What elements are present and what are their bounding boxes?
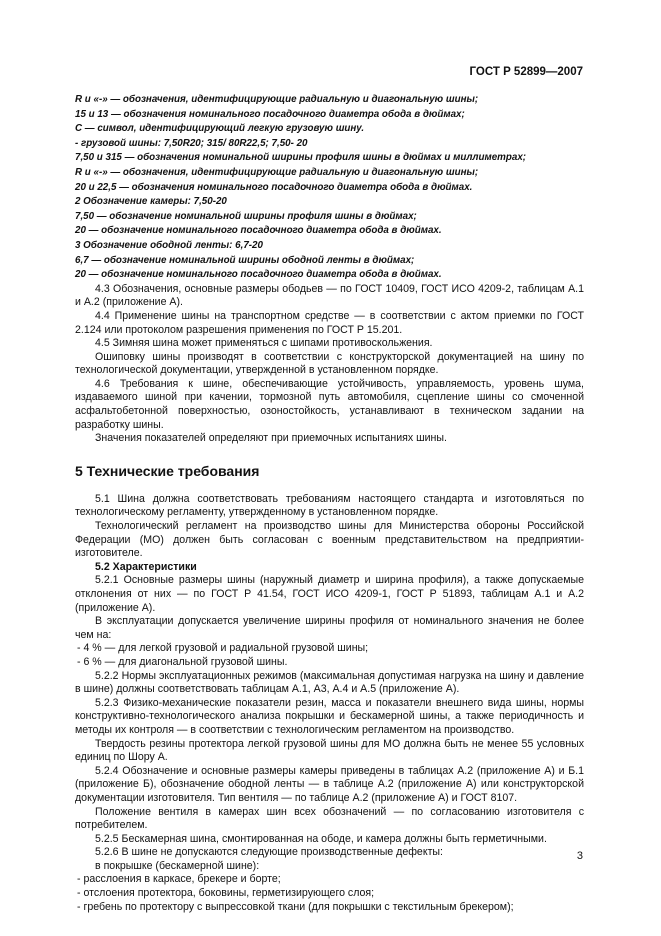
paragraph: 5.2.5 Бескамерная шина, смонтированная на ободе, и камера должны быть герметичными. [95, 832, 547, 845]
note-line: 20 и 22,5 — обозначения номинального посадочного диаметра обода в дюймах. [75, 181, 473, 193]
note-line: 6,7 — обозначение номинальной ширины ободной ленты в дюймах; [75, 254, 415, 266]
paragraph: Положение вентиля в камерах шин всех обозначений — по согласованию изготовителя с потребителем. [75, 805, 584, 832]
note-line: 3 Обозначение ободной ленты: 6,7-20 [75, 239, 263, 251]
subsection-title: 5.2 Характеристики [95, 560, 197, 573]
note-line: 20 — обозначение номинального посадочного диаметра обода в дюймах. [75, 225, 442, 237]
paragraph: Значения показателей определяют при приемочных испытаниях шины. [95, 432, 447, 445]
note-line: R и «-» — обозначения, идентифицирующие радиальную и диагональную шины; [75, 166, 479, 178]
paragraph: Твердость резины протектора легкой грузовой шины для МО должна быть не менее 55 условных единиц по Шору А. [75, 737, 584, 764]
list-item: - расслоения в каркасе, брекере и борте; [77, 873, 281, 886]
page-number: 3 [576, 850, 583, 862]
paragraph: 5.2.1 Основные размеры шины (наружный диаметр и ширина профиля), а также допускаемые отклонения от них — по ГОСТ Р 41.54, ГОСТ ИСО 4209-1, ГОСТ Р 51893, таблицам А.1 и А.2 (приложение А). [75, 574, 584, 614]
paragraph: 5.2.6 В шине не допускаются следующие производственные дефекты: [95, 846, 443, 859]
document-header: ГОСТ Р 52899—2007 [469, 66, 583, 78]
note-line: 2 Обозначение камеры: 7,50-20 [75, 196, 227, 208]
paragraph: 5.1 Шина должна соответствовать требованиям настоящего стандарта и изготовляться по технологическому регламенту, утвержденному в установленном порядке. [75, 492, 584, 519]
paragraph: В эксплуатации допускается увеличение ширины профиля от номинального значения не более чем на: [75, 615, 584, 641]
paragraph: 5.2.4 Обозначение и основные размеры камеры приведены в таблицах А.2 (приложение А) и Б.1 (приложение Б), обозначение ободной ленты — в таблице А.2 (приложение А) или конструкторской документации изготовителя. Тип вентиля — по таблице А.2 (приложение А) и ГОСТ 8107. [75, 764, 584, 804]
note-line: R и «-» — обозначения, идентифицирующие радиальную и диагональную шины; [75, 94, 479, 105]
note-line: 15 и 13 — обозначения номинального посадочного диаметра обода в дюймах; [75, 108, 465, 120]
list-item: - гребень по протектору с выпрессовкой ткани (для покрышки с текстильным брекером); [77, 900, 514, 913]
list-item: - 6 % — для диагональной грузовой шины. [77, 655, 288, 668]
designation-notes [75, 93, 584, 283]
note-line: 7,50 и 315 — обозначения номинальной ширины профиля шины в дюймах и миллиметрах; [75, 152, 527, 164]
section-title: 5 Технические требования [75, 462, 260, 479]
note-line: 20 — обозначение номинального посадочного диаметра обода в дюймах. [75, 269, 442, 281]
paragraph: в покрышке (бескамерной шине): [95, 859, 260, 872]
list-item: - отслоения протектора, боковины, герметизирующего слоя; [77, 887, 375, 900]
paragraph: 4.3 Обозначения, основные размеры ободьев — по ГОСТ 10409, ГОСТ ИСО 4209-2, таблицам А.1 и А.2 (приложение А). [75, 282, 584, 309]
list-item: - 4 % — для легкой грузовой и радиальной грузовой шины; [77, 642, 369, 655]
paragraph: 4.6 Требования к шине, обеспечивающие устойчивость, управляемость, уровень шума, издаваемого шиной при качении, тормозной путь автомобиля, сцепление шины со смоченной асфальтобетонной поверхностью, озоностойкость, устанавливают в техническом задании на разработку шины. [75, 377, 584, 431]
paragraph: Технологический регламент на производство шины для Министерства обороны Российской Федерации (МО) должен быть согласован с военным представительством на предприятии-изготовителе. [75, 520, 584, 560]
paragraph: 4.5 Зимняя шина может применяться с шипами противоскольжения. [95, 337, 433, 350]
paragraph: 5.2.2 Нормы эксплуатационных режимов (максимальная допустимая нагрузка на шину и давление в шине) должны соответствовать таблицам А.1, А3, А.4 и А.5 (приложение А). [75, 669, 584, 696]
paragraph: 5.2.3 Физико-механические показатели резин, масса и показатели внешнего вида шины, нормы конструктивно-технологического анализа покрышки и бескамерной шины, а также периодичность и методы их контроля — в соответствии с технологическим регламентом на производство. [75, 696, 584, 736]
note-line: - грузовой шины: 7,50R20; 315/ 80R22,5; 7,50- 20 [75, 137, 308, 149]
note-line: C — символ, идентифицирующий легкую грузовую шину. [75, 123, 365, 135]
paragraph: 4.4 Применение шины на транспортном средстве — в соответствии с актом приемки по ГОСТ 2.124 или протоколом разрешения применения по ГОСТ Р 15.201. [75, 309, 584, 336]
paragraph: Ошиповку шины производят в соответствии с конструкторской документацией на шину по технологической документации, утвержденной в установленном порядке. [75, 350, 584, 377]
note-line: 7,50 — обозначение номинальной ширины профиля шины в дюймах; [75, 210, 417, 222]
page-content [75, 93, 584, 914]
